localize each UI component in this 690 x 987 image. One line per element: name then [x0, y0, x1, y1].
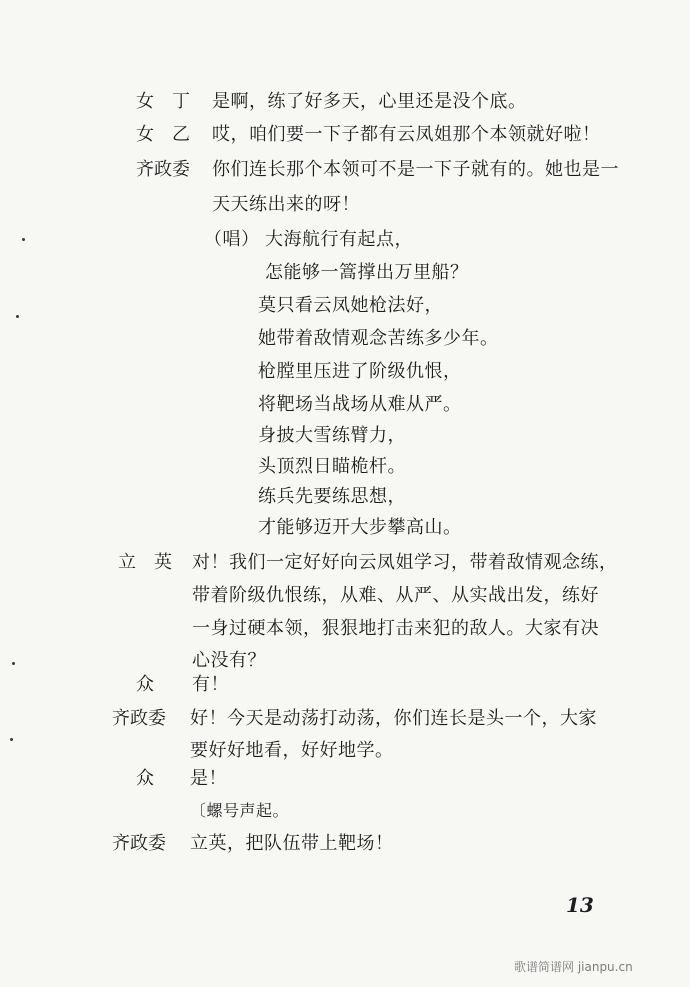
page-number: 13	[566, 893, 594, 917]
dialogue-line: 有！	[192, 674, 229, 695]
song-line: 莫只看云凤她枪法好，	[258, 295, 443, 316]
speaker-zhong: 众	[136, 674, 154, 695]
speaker-li-ying: 立 英	[118, 552, 172, 573]
dialogue-line: 心没有？	[192, 650, 266, 671]
song-line: 身披大雪练臂力，	[258, 425, 406, 446]
song-line: 将靶场当战场从难从严。	[258, 394, 462, 415]
dialogue-line: 立英，把队伍带上靶场！	[190, 833, 394, 854]
dialogue-line: 好！今天是动荡打动荡，你们连长是头一个，大家	[190, 708, 597, 729]
song-line: 练兵先要练思想，	[258, 486, 406, 507]
speaker-qi-zhengwei: 齐政委	[112, 708, 166, 729]
speaker-nv-ding: 女 丁	[136, 91, 190, 112]
dialogue-line: 要好好地看，好好地学。	[190, 740, 394, 761]
paper-speck	[16, 315, 19, 318]
watermark: 歌谱简谱网 jianpu.cn	[514, 960, 633, 974]
paper-speck	[22, 238, 25, 241]
song-line: 枪膛里压进了阶级仇恨，	[258, 361, 462, 382]
paper-speck	[12, 662, 15, 665]
speaker-nv-yi: 女 乙	[136, 124, 190, 145]
speaker-zhong: 众	[136, 768, 154, 789]
dialogue-line: 对！我们一定好好向云凤姐学习，带着敌情观念练，	[192, 552, 618, 573]
song-line: 头顶烈日瞄桅杆。	[258, 456, 406, 477]
dialogue-line: 是！	[190, 768, 227, 789]
paper-speck	[10, 738, 13, 741]
song-line: 大海航行有起点，	[265, 229, 413, 250]
song-line: 她带着敌情观念苦练多少年。	[258, 328, 499, 349]
dialogue-line: 天天练出来的呀！	[212, 194, 360, 215]
dialogue-line: 带着阶级仇恨练，从难、从严、从实战出发，练好	[192, 585, 599, 606]
speaker-qi-zhengwei: 齐政委	[136, 159, 190, 180]
stage-direction: 〔螺号声起。	[190, 801, 290, 820]
sing-marker: （唱）	[204, 229, 260, 250]
dialogue-line: 是啊，练了好多天，心里还是没个底。	[212, 91, 527, 112]
speaker-qi-zhengwei: 齐政委	[112, 833, 166, 854]
dialogue-line: 你们连长那个本领可不是一下子就有的。她也是一	[212, 159, 619, 180]
dialogue-line: 哎，咱们要一下子都有云凤姐那个本领就好啦！	[212, 124, 601, 145]
song-line: 怎能够一篙撑出万里船？	[265, 262, 469, 283]
dialogue-line: 一身过硬本领，狠狠地打击来犯的敌人。大家有决	[192, 618, 599, 639]
song-line: 才能够迈开大步攀高山。	[258, 517, 462, 538]
